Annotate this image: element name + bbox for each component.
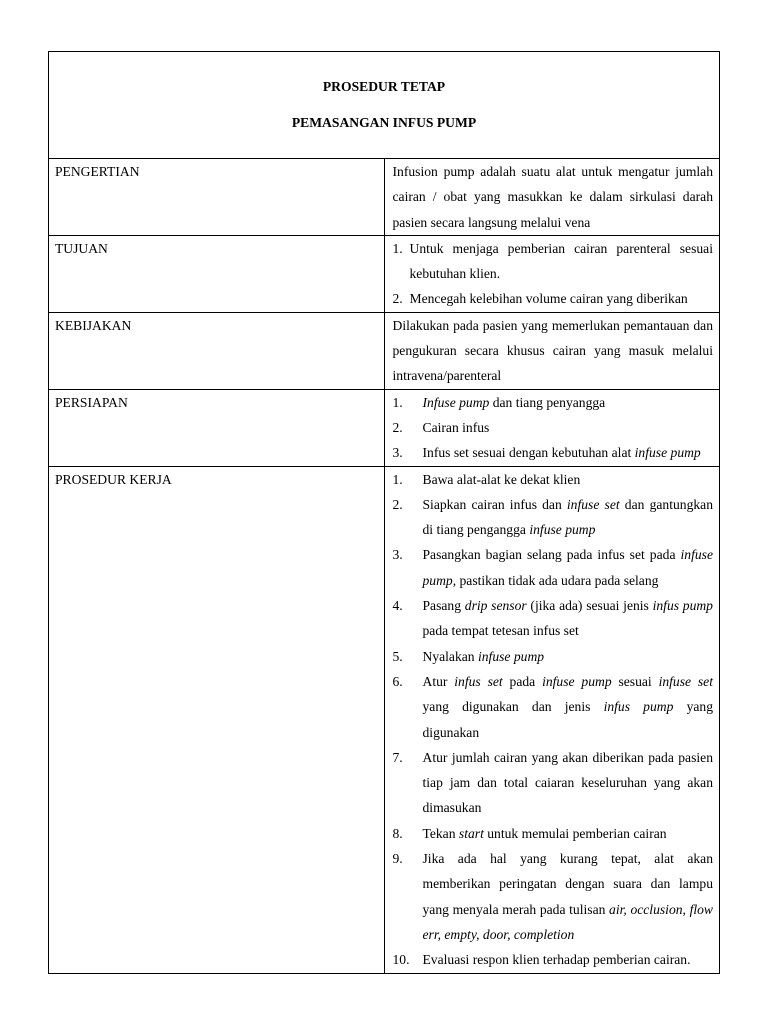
text-run: dan gantungkan di tiang pengangga: [422, 496, 713, 538]
text-run: Infus set sesuai dengan kebutuhan alat: [422, 445, 635, 461]
content-kebijakan: Dilakukan pada pasien yang memerlukan pemantauan dan pengukuran secara khusus cairan yang masuk melalui intravena/parenteral: [384, 312, 720, 389]
text-run: Bawa alat-alat ke dekat klien: [422, 471, 581, 487]
list-item: [393, 440, 714, 465]
label-persiapan: PERSIAPAN: [49, 389, 385, 466]
italic-term: start: [458, 825, 484, 841]
row-prosedur-kerja: [49, 466, 720, 973]
list-number: 4.: [392, 598, 403, 614]
italic-term: infuse pump: [529, 522, 596, 538]
italic-term: infuse set: [566, 496, 620, 512]
italic-term: Infuse pump: [422, 394, 490, 410]
italic-term: infus set: [454, 673, 503, 689]
list-number: 1.: [392, 240, 403, 256]
list-item: [393, 593, 714, 644]
list-text: [423, 644, 714, 669]
list-item: [393, 846, 714, 947]
label-prosedur-kerja: PROSEDUR KERJA: [49, 466, 385, 973]
document-subtitle: PEMASANGAN INFUS PUMP: [291, 115, 477, 130]
list-text: Untuk menjaga pemberian cairan parenteral sesuai kebutuhan klien.: [409, 240, 713, 282]
list-item: [393, 492, 714, 543]
list-number: 5.: [392, 648, 403, 664]
list-item: [393, 415, 714, 440]
list-number: 2.: [392, 291, 403, 307]
italic-term: infus pump: [603, 699, 674, 715]
prosedur-list: [393, 467, 714, 973]
list-text: [423, 542, 714, 593]
label-pengertian: PENGERTIAN: [49, 159, 385, 236]
list-item: [393, 286, 714, 311]
content-tujuan: [384, 235, 720, 312]
text-run: dan tiang penyangga: [489, 394, 606, 410]
list-number: 1.: [392, 471, 403, 487]
list-number: 8.: [392, 825, 403, 841]
italic-term: drip sensor: [464, 598, 527, 614]
list-number: 2.: [392, 419, 403, 435]
list-number: 1.: [392, 394, 403, 410]
text-run: Atur jumlah cairan yang akan diberikan pada pasien tiap jam dan total caiaran keseluruhan yang akan dimasukan: [422, 749, 713, 816]
italic-term: infuse set: [658, 673, 713, 689]
list-item: [393, 644, 714, 669]
list-number: 6.: [392, 673, 403, 689]
list-text: [423, 467, 714, 492]
list-text: [423, 846, 714, 947]
list-item: [393, 669, 714, 745]
persiapan-list: [393, 390, 714, 466]
label-kebijakan: KEBIJAKAN: [49, 312, 385, 389]
list-text: [423, 669, 714, 745]
list-number: 2.: [392, 496, 403, 512]
row-pengertian: [49, 159, 720, 236]
row-kebijakan: [49, 312, 720, 389]
text-run: Siapkan cairan infus dan: [422, 496, 567, 512]
text-run: (jika ada) sesuai jenis: [526, 598, 653, 614]
list-item: [393, 390, 714, 415]
text-run: untuk memulai pemberian cairan: [483, 825, 667, 841]
tujuan-list: [393, 236, 714, 312]
text-run: yang digunakan dan jenis: [422, 699, 604, 715]
list-text: [423, 390, 714, 415]
sop-table: [48, 51, 720, 974]
italic-term: infuse pump: [542, 673, 612, 689]
text-run: Atur: [422, 673, 455, 689]
list-text: [423, 440, 714, 465]
text-run: Jika ada hal yang kurang tepat, alat akan memberikan peringatan dengan suara dan lampu yang menyala merah pada tulisan: [422, 851, 713, 917]
italic-term: infuse pump: [634, 445, 701, 461]
list-number: 3.: [392, 445, 403, 461]
text-run: pastikan tidak ada udara pada selang: [456, 572, 659, 588]
list-text: [423, 947, 714, 972]
list-text: [423, 745, 714, 821]
italic-term: infuse pump,: [422, 547, 713, 588]
content-prosedur-kerja: [384, 466, 720, 973]
list-item: [393, 745, 714, 821]
list-number: 10.: [392, 952, 410, 968]
content-pengertian: Infusion pump adalah suatu alat untuk mengatur jumlah cairan / obat yang masukkan ke dalam sirkulasi darah pasien secara langsung melalui vena: [384, 159, 720, 236]
list-text: [423, 492, 714, 543]
text-run: pada: [502, 673, 543, 689]
list-number: 9.: [392, 851, 403, 867]
list-item: [393, 236, 714, 287]
document-title: PROSEDUR TETAP: [322, 79, 446, 94]
text-run: sesuai: [611, 673, 659, 689]
title-cell: [49, 52, 720, 159]
text-run: Cairan infus: [422, 419, 490, 435]
list-text: [423, 415, 714, 440]
italic-term: air, occlusion, flow err, empty, door, completion: [422, 901, 713, 942]
title-row: [49, 52, 720, 159]
list-text: [423, 593, 714, 644]
text-run: Evaluasi respon klien terhadap pemberian cairan.: [422, 952, 691, 968]
label-tujuan: TUJUAN: [49, 235, 385, 312]
text-run: Pasang: [422, 598, 465, 614]
text-run: Pasangkan bagian selang pada infus set pada: [422, 547, 681, 563]
list-number: 7.: [392, 749, 403, 765]
text-run: yang digunakan: [422, 699, 713, 740]
text-run: Nyalakan: [422, 648, 478, 664]
row-persiapan: [49, 389, 720, 466]
italic-term: infuse pump: [477, 648, 545, 664]
list-text: Mencegah kelebihan volume cairan yang diberikan: [409, 291, 688, 307]
list-item: [393, 542, 714, 593]
content-persiapan: [384, 389, 720, 466]
text-run: Tekan: [422, 825, 459, 841]
text-run: pada tempat tetesan infus set: [422, 623, 579, 639]
list-item: [393, 947, 714, 972]
list-number: 3.: [392, 547, 403, 563]
list-item: [393, 821, 714, 846]
italic-term: infus pump: [652, 598, 713, 614]
list-item: [393, 467, 714, 492]
row-tujuan: [49, 235, 720, 312]
list-text: [423, 821, 714, 846]
